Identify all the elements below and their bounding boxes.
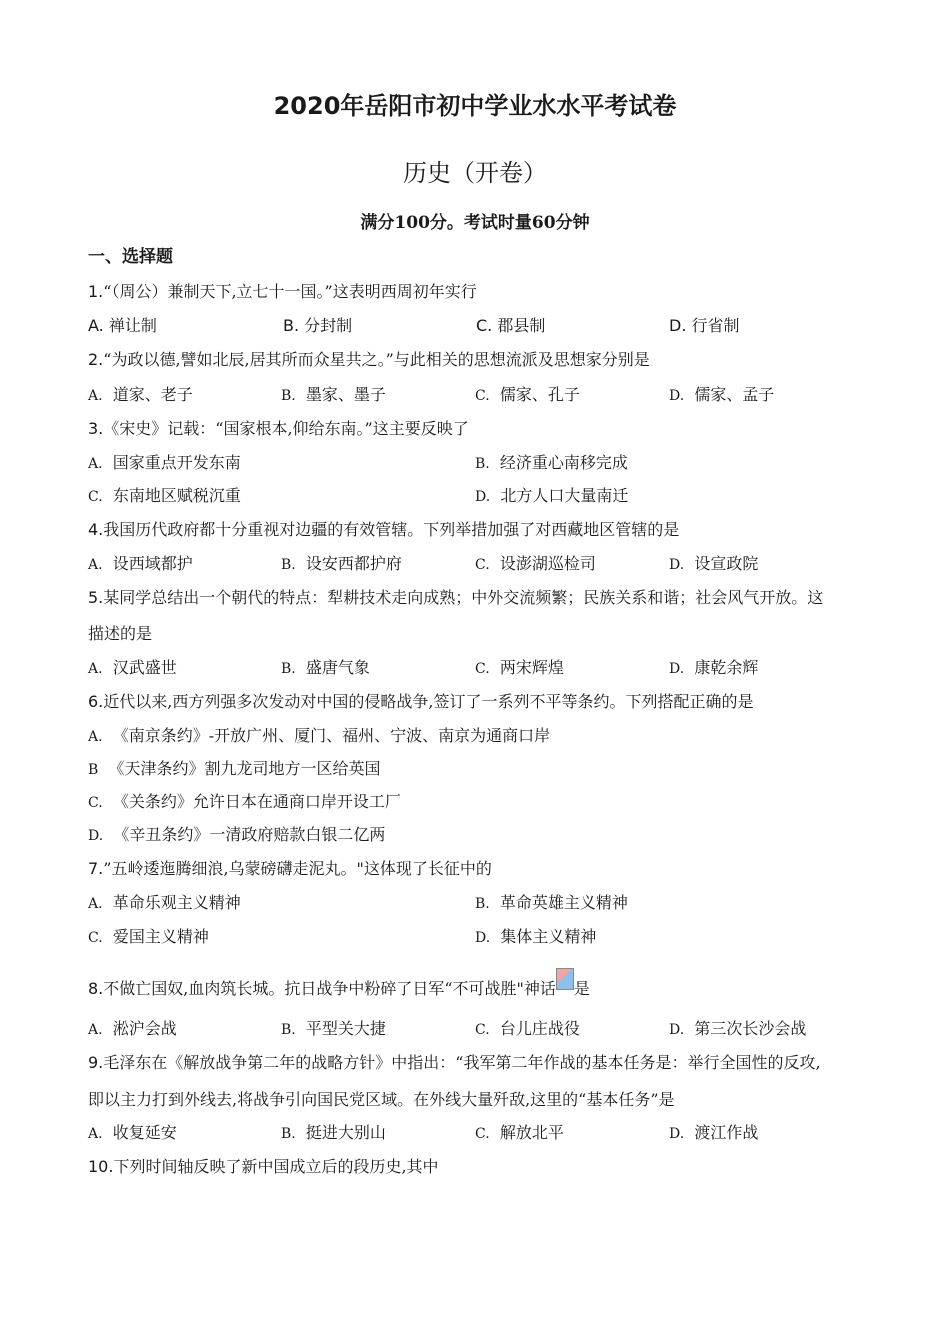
- option-b: B. 设安西都护府: [281, 554, 402, 573]
- question-number: 3.: [88, 419, 104, 438]
- question-number: 10.: [88, 1157, 114, 1176]
- option-a: A. 国家重点开发东南: [88, 453, 241, 472]
- option-d: D. 《辛丑条约》一清政府赔款白银二亿两: [88, 825, 386, 844]
- question-9: [88, 1050, 821, 1073]
- question-number: 7.: [88, 859, 104, 878]
- question-text: 毛泽东在《解放战争第二年的战略方针》中指出：“我军第二年作战的基本任务是：举行全国性的反攻,: [103, 1053, 821, 1072]
- option-a: A. 设西域都护: [88, 554, 193, 573]
- question-5-continued: 描述的是: [88, 624, 153, 643]
- exam-subtitle: 历史（开卷）: [403, 159, 547, 187]
- option-a: A. 《南京条约》-开放广州、厦门、福州、宁波、南京为通商口岸: [88, 726, 551, 745]
- option-d: D. 设宣政院: [669, 554, 759, 573]
- option-d: D. 集体主义精神: [475, 927, 597, 946]
- option-b: B. 革命英雄主义精神: [475, 893, 628, 912]
- option-c: C. 解放北平: [475, 1123, 564, 1142]
- question-1: [88, 279, 477, 302]
- option-c: C. 郡县制: [476, 316, 546, 335]
- option-d: D. 儒家、孟子: [669, 385, 775, 404]
- question-5: [88, 585, 823, 608]
- question-7: [88, 856, 492, 879]
- question-number: 5.: [88, 588, 104, 607]
- question-number: 1.: [88, 282, 104, 301]
- exam-meta: 满分100分。考试时量60分钟: [360, 213, 590, 233]
- question-text: 《宋史》记载：“国家根本,仰给东南。”这主要反映了: [103, 419, 469, 438]
- option-a: A. 淞沪会战: [88, 1019, 177, 1038]
- option-d: D. 渡江作战: [669, 1123, 759, 1142]
- option-b: B. 挺进大别山: [281, 1123, 386, 1142]
- question-3: [88, 416, 469, 439]
- option-b: B 《天津条约》割九龙司地方一区给英国: [88, 759, 381, 778]
- question-text: 我国历代政府都十分重视对边疆的有效管辖。下列举措加强了对西藏地区管辖的是: [103, 520, 680, 539]
- question-text: 不做亡国奴,血肉筑长城。抗日战争中粉碎了日军“不可战胜"神话: [103, 979, 556, 998]
- question-number: 2.: [88, 350, 104, 369]
- option-d: D. 康乾余辉: [669, 658, 759, 677]
- option-b: B. 平型关大捷: [281, 1019, 386, 1038]
- question-number: 9.: [88, 1053, 104, 1072]
- question-text: “为政以德,譬如北辰,居其所而众星共之。”与此相关的思想流派及思想家分别是: [103, 350, 650, 369]
- question-text: ”五岭逶迤腾细浪,乌蒙磅礴走泥丸。"这体现了长征中的: [103, 859, 492, 878]
- broken-image-icon: [556, 968, 574, 990]
- option-b: B. 墨家、墨子: [281, 385, 386, 404]
- question-text: 某同学总结出一个朝代的特点：犁耕技术走向成熟；中外交流频繁；民族关系和谐；社会风气开放。这: [103, 588, 824, 607]
- question-text: “（周公）兼制天下,立七十一国。”这表明西周初年实行: [103, 282, 477, 301]
- option-c: C. 台儿庄战役: [475, 1019, 580, 1038]
- question-10: [88, 1154, 439, 1177]
- question-text: 近代以来,西方列强多次发动对中国的侵略战争,签订了一系列不平等条约。下列搭配正确的是: [103, 692, 754, 711]
- option-d: D. 行省制: [669, 316, 740, 335]
- section-title: 一、选择题: [88, 247, 173, 267]
- option-d: D. 第三次长沙会战: [669, 1019, 807, 1038]
- option-c: C. 儒家、孔子: [475, 385, 580, 404]
- question-number: 4.: [88, 520, 104, 539]
- option-d: D. 北方人口大量南迁: [475, 486, 629, 505]
- option-c: C. 设澎湖巡检司: [475, 554, 596, 573]
- option-c: C. 东南地区赋税沉重: [88, 486, 241, 505]
- option-a: A. 收复延安: [88, 1123, 177, 1142]
- option-b: B. 盛唐气象: [281, 658, 370, 677]
- question-text-end: 是: [573, 979, 590, 998]
- option-c: C. 《关条约》允许日本在通商口岸开设工厂: [88, 792, 401, 811]
- option-c: C. 两宋辉煌: [475, 658, 564, 677]
- question-4: [88, 517, 679, 540]
- question-number: 8.: [88, 979, 104, 998]
- question-6: [88, 689, 753, 712]
- question-2: [88, 347, 650, 370]
- option-b: B. 经济重心南移完成: [475, 453, 628, 472]
- option-c: C. 爱国主义精神: [88, 927, 209, 946]
- question-text: 下列时间轴反映了新中国成立后的段历史,其中: [113, 1157, 439, 1176]
- option-a: A. 禅让制: [88, 316, 157, 335]
- option-b: B. 分封制: [283, 316, 353, 335]
- option-a: A. 革命乐观主义精神: [88, 893, 241, 912]
- option-a: A. 汉武盛世: [88, 658, 177, 677]
- exam-title: 2020年岳阳市初中学业水水平考试卷: [273, 92, 677, 120]
- question-number: 6.: [88, 692, 104, 711]
- question-9-continued: 即以主力打到外线去,将战争引向国民党区域。在外线大量歼敌,这里的“基本任务”是: [88, 1090, 675, 1109]
- question-8: [88, 968, 590, 999]
- option-a: A. 道家、老子: [88, 385, 193, 404]
